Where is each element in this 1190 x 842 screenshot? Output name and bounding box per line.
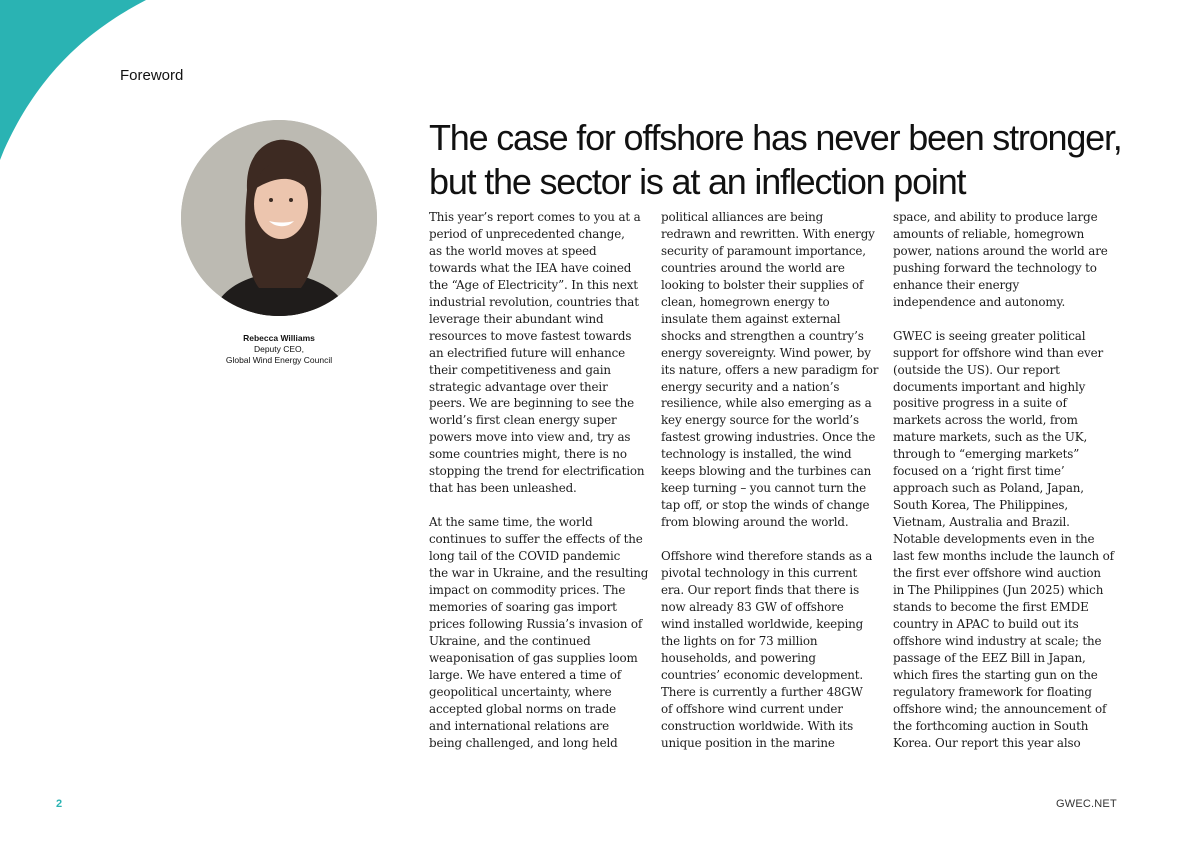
text-line: energy sovereignty. Wind power, by [661,345,871,360]
author-portrait [181,120,377,316]
text-line: support for offshore wind than ever [893,345,1104,360]
text-line: world’s first clean energy super [429,413,617,428]
text-line: Korea. Our report this year also [893,735,1081,750]
text-line: their competitiveness and gain [429,362,611,377]
text-line: strategic advantage over their [429,379,608,394]
text-line: (outside the US). Our report [893,362,1060,377]
text-line: as the world moves at speed [429,243,597,258]
body-column-2 [661,209,885,768]
text-line: Offshore wind therefore stands as a [661,549,873,564]
text-line: mature markets, such as the UK, [893,430,1088,445]
page-number: 2 [56,798,63,810]
text-line: offshore wind industry at scale; the [893,633,1102,648]
text-line: redrawn and rewritten. With energy [661,226,875,241]
text-line: the first ever offshore wind auction [893,566,1101,580]
text-line: construction worldwide. With its [661,718,854,733]
text-line: independence and autonomy. [893,294,1066,309]
text-line: memories of soaring gas import [429,599,617,614]
text-line: an electrified future will enhance [429,345,626,360]
text-line: continues to suffer the effects of the [429,532,643,547]
text-line: resilience, while also emerging as a [661,396,872,411]
text-line: passage of the EEZ Bill in Japan, [893,650,1086,665]
text-line: space, and ability to produce large [893,210,1098,224]
text-line: country in APAC to build out its [893,616,1079,631]
text-line: political alliances are being [661,210,824,224]
text-line: households, and powering [661,650,816,665]
text-line: shocks and strengthen a country’s [661,328,864,343]
text-line: being challenged, and long held [429,735,618,750]
text-line: enhance their energy [893,277,1020,292]
text-line: pivotal technology in this current [661,566,858,580]
text-line: its nature, offers a new paradigm for [661,362,879,377]
text-line: looking to bolster their supplies of [661,277,864,292]
text-line: the lights on for 73 million [661,633,818,648]
paragraph [429,514,653,751]
text-line: weaponisation of gas supplies loom [429,650,638,665]
text-line: period of unprecedented change, [429,226,625,241]
text-line: the forthcoming auction in South [893,718,1089,733]
paragraph [893,328,1117,752]
text-line: countries around the world are [661,260,845,275]
text-line: prices following Russia’s invasion of [429,616,643,631]
paragraph [661,209,885,531]
text-line: impact on commodity prices. The [429,582,626,597]
text-line: security of paramount importance, [661,243,866,258]
text-line: from blowing around the world. [661,515,849,530]
text-line: that has been unleashed. [429,481,577,496]
text-line: energy security and a nation’s [661,379,840,394]
text-line: keeps blowing and the turbines can [661,464,872,479]
paragraph [661,548,885,751]
text-line: unique position in the marine [661,735,835,750]
author-organization: Global Wind Energy Council [225,355,333,365]
text-line: the “Age of Electricity”. In this next [429,277,638,292]
text-line: of offshore wind current under [661,701,843,716]
text-line: long tail of the COVID pandemic [429,549,621,564]
author-caption [180,333,378,366]
text-line: now already 83 GW of offshore [661,599,844,614]
text-line: towards what the IEA have coined [429,260,632,275]
text-line: through to “emerging markets” [893,447,1080,462]
text-line: Notable developments even in the [893,532,1095,547]
text-line: resources to move fastest towards [429,328,632,343]
text-line: stopping the trend for electrification [429,464,645,479]
text-line: era. Our report finds that there is [661,582,860,597]
page-headline [429,116,1129,204]
text-line: some countries might, there is no [429,447,627,462]
text-line: technology is installed, the wind [661,447,852,462]
text-line: There is currently a further 48GW [661,684,863,699]
body-column-3 [893,209,1117,768]
author-name: Rebecca Williams [243,333,315,343]
text-line: industrial revolution, countries that [429,294,639,309]
text-line: Ukraine, and the continued [429,633,591,648]
text-line: powers move into view and, try as [429,430,631,445]
section-label: Foreword [120,67,184,84]
text-line: pushing forward the technology to [893,260,1097,275]
website-link[interactable]: GWEC.NET [1056,798,1117,810]
text-line: stands to become the first EMDE [893,599,1089,614]
text-line: insulate them against external [661,311,841,326]
text-line: geopolitical uncertainty, where [429,684,612,699]
text-line: tap off, or stop the winds of change [661,498,870,513]
text-line: amounts of reliable, homegrown [893,226,1085,241]
text-line: documents important and highly [893,379,1086,394]
headline-line-2: but the sector is at an inflection point [429,161,966,202]
text-line: large. We have entered a time of [429,667,622,682]
paragraph [429,209,653,497]
text-line: South Korea, The Philippines, [893,498,1068,513]
text-line: last few months include the launch of [893,549,1114,564]
text-line: peers. We are beginning to see the [429,396,634,411]
text-line: GWEC is seeing greater political [893,328,1086,343]
text-line: This year’s report comes to you at a [429,210,641,224]
text-line: regulatory framework for floating [893,684,1092,699]
text-line: which fires the starting gun on the [893,667,1098,682]
text-line: power, nations around the world are [893,243,1108,258]
paragraph [893,209,1117,311]
text-line: key energy source for the world’s [661,413,859,428]
text-line: keep turning – you cannot turn the [661,481,867,496]
text-line: countries’ economic development. [661,667,863,682]
text-line: accepted global norms on trade [429,701,617,716]
text-line: the war in Ukraine, and the resulting [429,566,649,580]
text-line: At the same time, the world [429,515,593,530]
text-line: positive progress in a suite of [893,396,1067,411]
text-line: offshore wind; the announcement of [893,701,1107,716]
text-line: wind installed worldwide, keeping [661,616,864,631]
text-line: focused on a ‘right first time’ [893,464,1065,479]
author-title: Deputy CEO, [253,344,305,354]
text-line: approach such as Poland, Japan, [893,481,1084,496]
text-line: fastest growing industries. Once the [661,430,876,445]
headline-line-1: The case for offshore has never been stronger, [429,117,1122,158]
text-line: clean, homegrown energy to [661,294,830,309]
text-line: markets across the world, from [893,413,1078,428]
text-line: and international relations are [429,718,609,733]
text-line: leverage their abundant wind [429,311,604,326]
text-line: in The Philippines (Jun 2025) which [893,582,1104,597]
text-line: Vietnam, Australia and Brazil. [893,515,1070,530]
body-column-1 [429,209,653,768]
